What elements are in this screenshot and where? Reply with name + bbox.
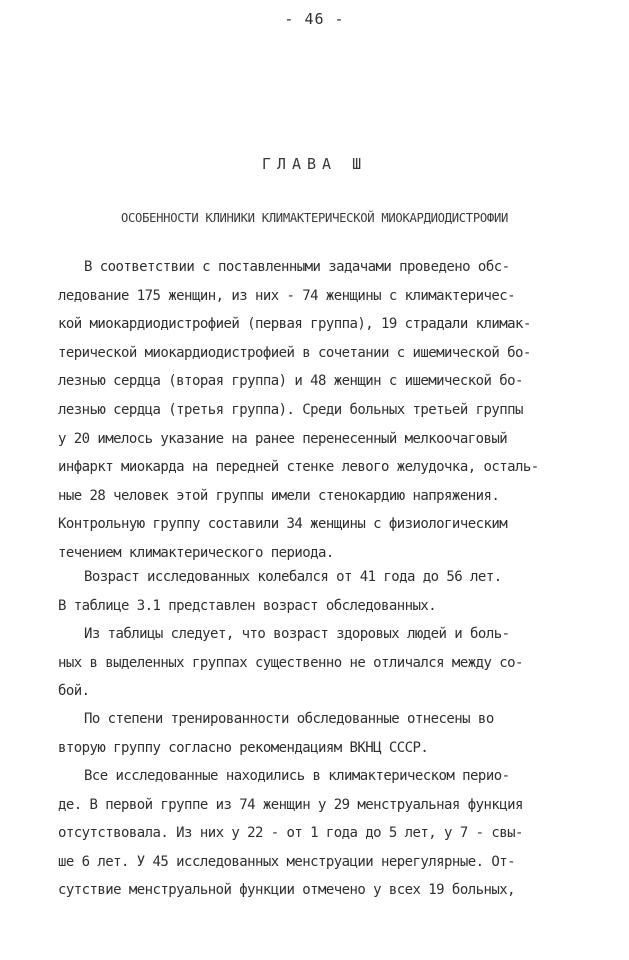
paragraph-5 — [58, 762, 588, 905]
text-line: лезнью сердца (вторая группа) и 48 женщин с ишемической бо- — [58, 373, 523, 390]
page-number: - 46 - — [284, 10, 345, 28]
chapter-title: ГЛАВА Ш — [261, 155, 368, 173]
text-line: кой миокардиодистрофией (первая группа), 19 страдали климак- — [58, 316, 531, 333]
text-line: сутствие менструальной функции отмечено у всех 19 больных, — [58, 882, 515, 899]
text-line: ные 28 человек этой группы имели стенокардию напряжения. — [58, 487, 500, 504]
text-line: Все исследованные находились в климактерическом перио- — [84, 768, 510, 784]
section-title: ОСОБЕННОСТИ КЛИНИКИ КЛИМАКТЕРИЧЕСКОЙ МИОКАРДИОДИСТРОФИИ — [120, 211, 509, 225]
text-line: Возраст исследованных колебался от 41 года до 56 лет. — [84, 569, 502, 585]
text-line: В соответствии с поставленными задачами проведено обс- — [84, 259, 510, 275]
text-line: Контрольную группу составили 34 женщины с физиологическим — [58, 516, 508, 533]
text-line: течением климактерического периода. — [58, 544, 334, 561]
text-line: вторую группу согласно рекомендациям ВКНЦ СССР. — [58, 739, 429, 756]
text-line: лезнью сердца (третья группа). Среди больных третьей группы — [58, 401, 523, 418]
text-line: у 20 имелось указание на ранее перенесенный мелкоочаговый — [58, 430, 508, 447]
text-line: бой. — [58, 683, 90, 700]
text-line: ных в выделенных группах существенно не отличался между со- — [58, 654, 523, 671]
text-line: В таблице 3.1 представлен возраст обследованных. — [58, 597, 437, 614]
text-line: де. В первой группе из 74 женщин у 29 менструальная функция — [58, 796, 523, 813]
text-line: терической миокардиодистрофией в сочетании с ишемической бо- — [58, 344, 531, 361]
text-line: инфаркт миокарда на передней стенке левого желудочка, осталь- — [58, 459, 539, 476]
paragraph-3 — [58, 620, 588, 706]
text-line: По степени тренированности обследованные отнесены во — [84, 711, 494, 727]
text-line: ледование 175 женщин, из них - 74 женщины с климактеричес- — [58, 287, 515, 304]
paragraph-1 — [58, 253, 588, 568]
text-line: ше 6 лет. У 45 исследованных менструации нерегулярные. От- — [58, 853, 515, 870]
text-line: Из таблицы следует, что возраст здоровых людей и боль- — [84, 626, 510, 642]
text-line: отсутствовала. Из них у 22 - от 1 года до 5 лет, у 7 - свы- — [58, 825, 523, 842]
paragraph-2 — [58, 563, 588, 620]
paragraph-4 — [58, 705, 588, 762]
